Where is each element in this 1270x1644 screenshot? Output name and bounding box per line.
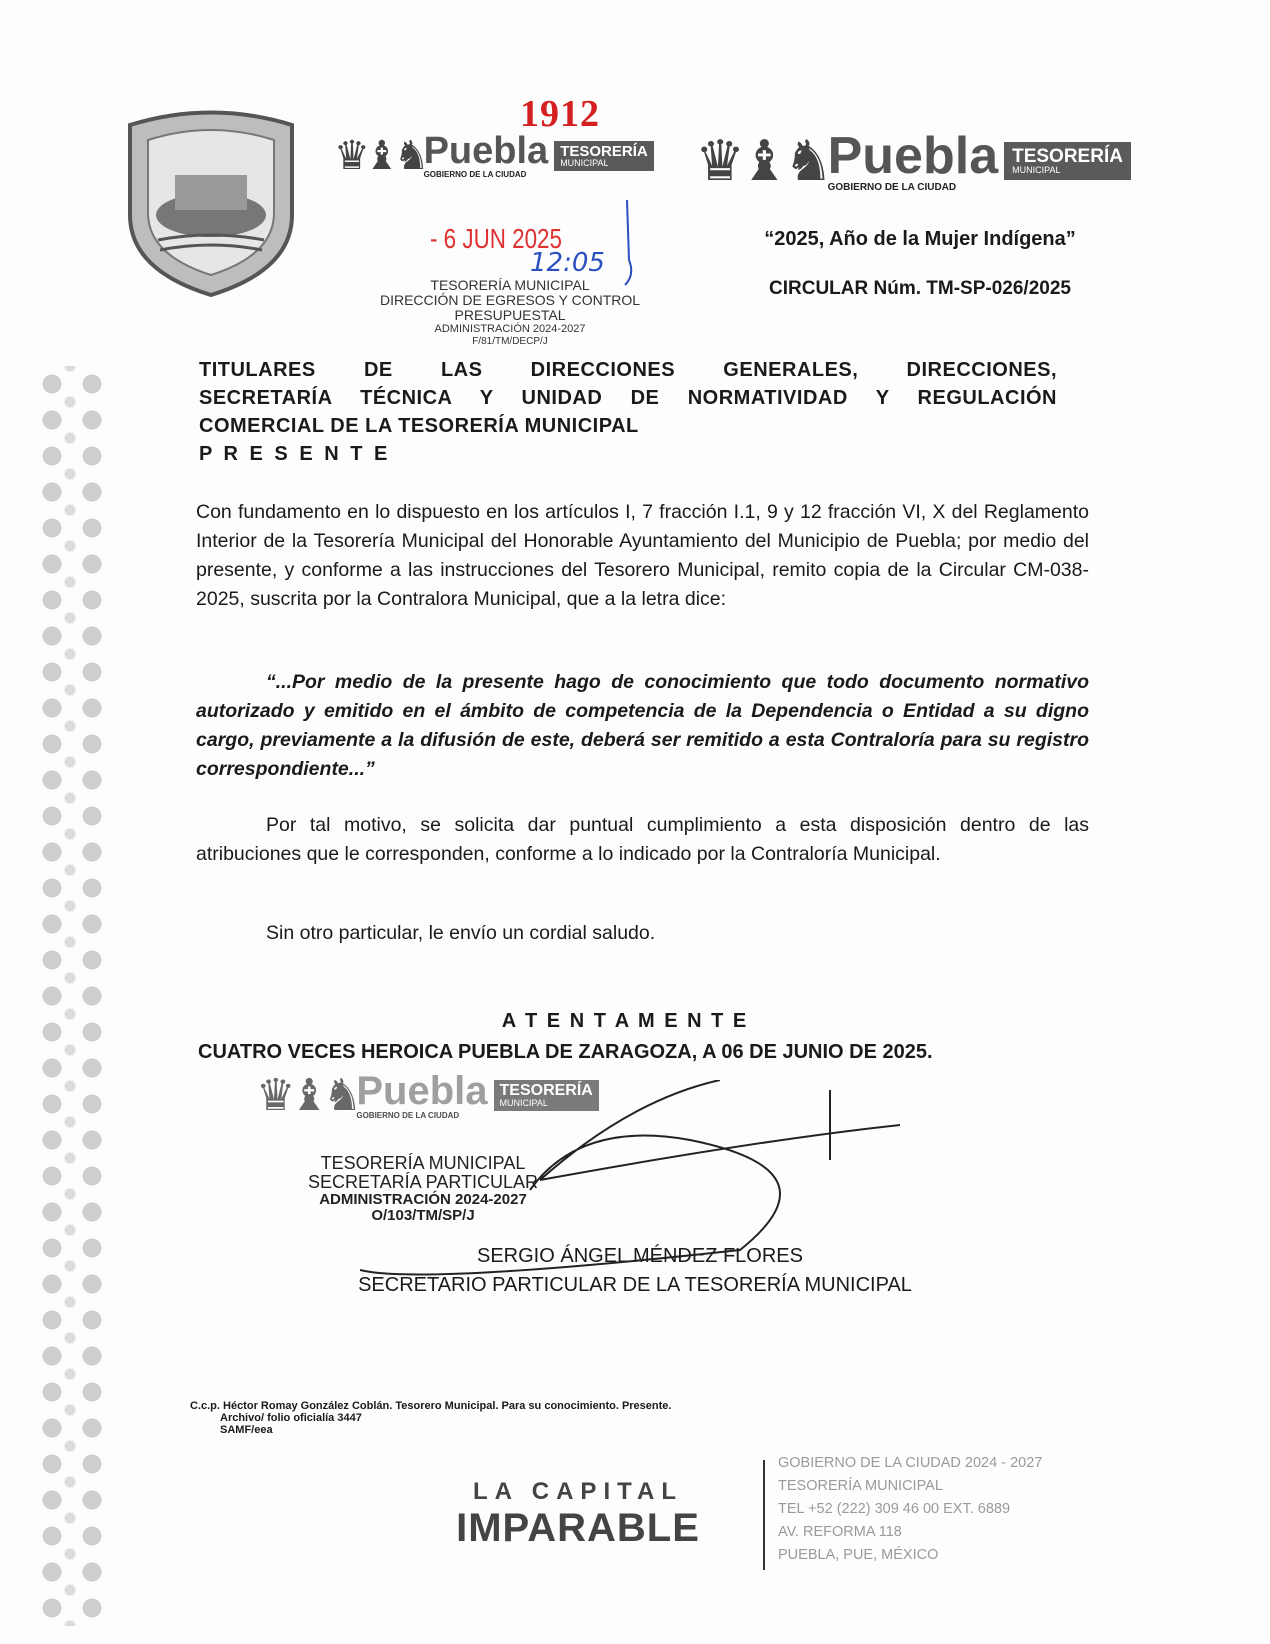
footer-divider (763, 1460, 765, 1570)
body-paragraph-1: Con fundamento en lo dispuesto en los artículos I, 7 fracción I.1, 9 y 12 fracción VI, X del Reglamento Interior de la Tesorería Municipal del Honorable Ayuntamiento del Municipio de Puebla; por medio del presente, y conforme a las instrucciones del Tesorero Municipal, remito copia de la Circular CM-038-2025, suscrita por la Contralora Municipal, que a la letra dice: (196, 501, 1089, 610)
logo-unit-sub: MUNICIPAL (560, 157, 609, 168)
logo-unit-label: TESORERÍA (560, 142, 648, 160)
logo-unit-sub: MUNICIPAL (499, 1098, 548, 1108)
addressee-line: TITULARES DE LAS DIRECCIONES GENERALES, DIRECCIONES, (199, 359, 1057, 381)
logo-name: Puebla (827, 126, 999, 185)
footer-contact (778, 1452, 1042, 1567)
registry-number: 1912 (520, 93, 600, 135)
handwritten-signature (360, 1080, 920, 1280)
footer-line: PUEBLA, PUE, MÉXICO (778, 1547, 939, 1563)
puebla-logo-art-icon: ♛♝♞ (334, 133, 424, 178)
atentamente: A T E N T A M E N T E (501, 1010, 749, 1032)
footer-line: TEL +52 (222) 309 46 00 EXT. 6889 (778, 1501, 1011, 1517)
puebla-logo-small (334, 132, 654, 179)
logo-unit (1004, 142, 1131, 180)
stamp-line: ADMINISTRACIÓN 2024-2027 (434, 323, 586, 335)
logo-unit-label: TESORERÍA (499, 1082, 593, 1099)
logo-subtitle: GOBIERNO DE LA CIUDAD (827, 181, 957, 193)
circular-number: CIRCULAR Núm. TM-SP-026/2025 (769, 278, 1071, 299)
stamp-line: F/81/TM/DECP/J (472, 336, 548, 347)
carbon-copy (190, 1400, 671, 1436)
stamp-line: TESORERÍA MUNICIPAL (320, 1153, 526, 1173)
year-motto: “2025, Año de la Mujer Indígena” (764, 228, 1076, 250)
addressee (199, 356, 1057, 468)
received-stamp (360, 278, 660, 348)
addressee-line: SECRETARÍA TÉCNICA Y UNIDAD DE NORMATIVIDAD Y REGULACIÓN (199, 387, 1057, 409)
logo-unit-sub: MUNICIPAL (1012, 165, 1061, 175)
signer-name: SERGIO ÁNGEL MÉNDEZ FLORES (477, 1245, 803, 1267)
puebla-logo-large (695, 128, 1131, 194)
la-capital-imparable-logo (423, 1478, 733, 1550)
footer-line: GOBIERNO DE LA CIUDAD 2024 - 2027 (778, 1455, 1043, 1471)
footer-line: TESORERÍA MUNICIPAL (778, 1478, 943, 1494)
signer-position: SECRETARIO PARTICULAR DE LA TESORERÍA MUNICIPAL (358, 1274, 912, 1296)
puebla-logo-art-icon: ♛♝♞ (695, 129, 828, 192)
received-date: - 6 JUN 2025 (430, 223, 562, 254)
logo-name: Puebla (356, 1069, 488, 1113)
logo-subtitle: GOBIERNO DE LA CIUDAD (356, 1111, 460, 1120)
city-coat-of-arms (120, 105, 302, 297)
slogan-bottom: IMPARABLE (456, 1506, 700, 1550)
decorative-border-pattern (40, 366, 104, 1626)
stamp-line: ADMINISTRACIÓN 2024-2027 (319, 1191, 527, 1208)
ccp-line: Archivo/ folio oficialía 3447 (220, 1412, 362, 1424)
presente: P R E S E N T E (199, 443, 391, 465)
logo-unit (554, 141, 654, 171)
body-paragraph-2: Por tal motivo, se solicita dar puntual cumplimiento a esta disposición dentro de las atribuciones que le corresponden, conforme a lo indicado por la Contraloría Municipal. (196, 814, 1089, 865)
stamp-line: TESORERÍA MUNICIPAL (430, 277, 590, 293)
slogan-top: LA CAPITAL (473, 1478, 683, 1505)
stamp-line: PRESUPUESTAL (454, 307, 566, 323)
addressee-line: COMERCIAL DE LA TESORERÍA MUNICIPAL (199, 415, 639, 437)
closing: Sin otro particular, le envío un cordial saludo. (266, 922, 656, 944)
ccp-line: C.c.p. Héctor Romay González Coblán. Tesorero Municipal. Para su conocimiento. Presente. (190, 1400, 672, 1412)
ccp-line: SAMF/eea (220, 1424, 273, 1436)
footer-line: AV. REFORMA 118 (778, 1524, 902, 1540)
handwritten-initial (615, 200, 645, 290)
logo-unit-label: TESORERÍA (1012, 146, 1123, 167)
stamp-line: SECRETARÍA PARTICULAR (307, 1172, 539, 1192)
puebla-logo-art-icon: ♛♝♞ (256, 1071, 357, 1120)
received-time: 12:05 (530, 248, 605, 278)
logo-subtitle: GOBIERNO DE LA CIUDAD (423, 170, 527, 179)
quoted-circular: “...Por medio de la presente hago de conocimiento que todo documento normativo autorizado y emitido en el ámbito de competencia de la Dependencia o Entidad a su digno cargo, previamente a la difusión de este, deberá ser remitido a esta Contraloría para su registro correspondiente...” (196, 671, 1089, 780)
stamp-line: O/103/TM/SP/J (371, 1207, 475, 1224)
stamp-line: DIRECCIÓN DE EGRESOS Y CONTROL (379, 292, 641, 308)
place-date: CUATRO VECES HEROICA PUEBLA DE ZARAGOZA, A 06 DE JUNIO DE 2025. (198, 1041, 933, 1063)
logo-name: Puebla (423, 130, 549, 172)
